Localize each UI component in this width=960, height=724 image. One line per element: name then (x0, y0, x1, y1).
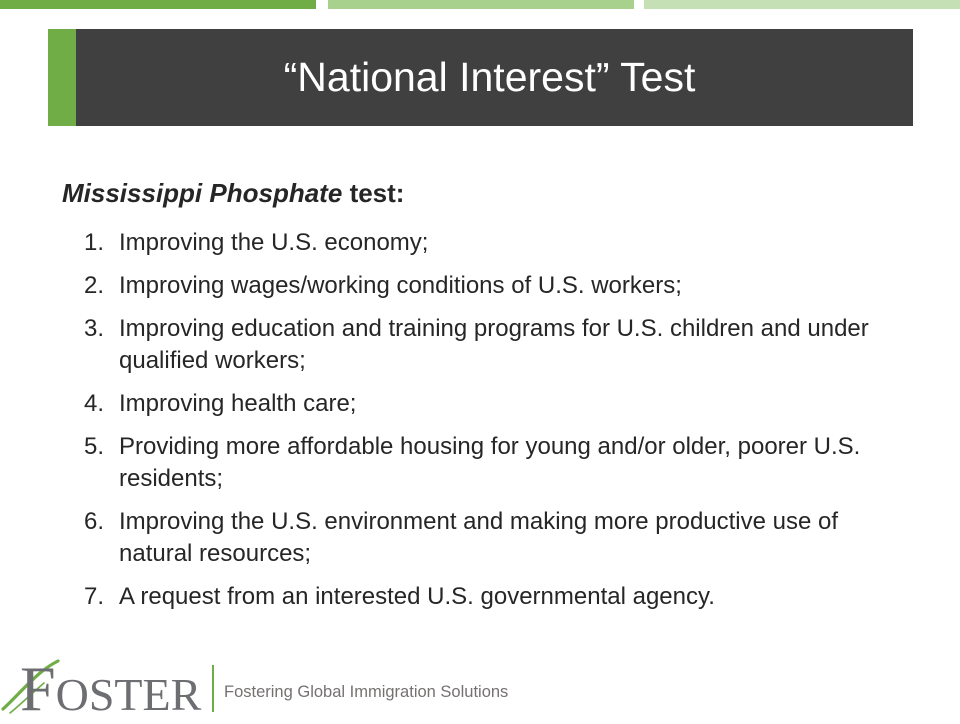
list-item-text: Improving the U.S. economy; (119, 229, 429, 256)
list-item-text: Improving the U.S. environment and making more productive use of natural resources; (119, 508, 839, 567)
list-item (84, 313, 900, 377)
logo-wordmark: FOSTER (20, 653, 202, 724)
title-accent-strip (48, 29, 76, 126)
criteria-list (84, 227, 900, 624)
list-item-number: 2. (84, 272, 105, 299)
list-item-number: 3. (84, 315, 105, 342)
logo-tagline: Fostering Global Immigration Solutions (224, 683, 509, 701)
foster-logo (0, 653, 205, 724)
list-item-number: 4. (84, 390, 105, 417)
top-accent-bar-1 (0, 0, 316, 9)
list-item-text: A request from an interested U.S. governmental agency. (119, 583, 715, 610)
top-accent-bar-2 (328, 0, 634, 9)
list-item (84, 581, 900, 613)
list-item-number: 6. (84, 508, 105, 535)
list-item (84, 270, 900, 302)
heading-suffix: test: (349, 178, 405, 208)
slide-title: “National Interest” Test (283, 54, 696, 100)
list-item (84, 388, 900, 420)
list-item-number: 1. (84, 229, 105, 256)
logo-divider (212, 665, 214, 712)
list-item-text: Improving health care; (119, 390, 357, 417)
list-item-number: 7. (84, 583, 105, 610)
list-item (84, 506, 900, 570)
list-item-text: Improving education and training programs for U.S. children and under qualified workers; (119, 315, 869, 374)
list-item-number: 5. (84, 433, 105, 460)
section-heading (62, 176, 404, 210)
list-item (84, 227, 900, 259)
list-item-text: Improving wages/working conditions of U.S. workers; (119, 272, 682, 299)
title-bar (48, 29, 913, 126)
list-item-text: Providing more affordable housing for young and/or older, poorer U.S. residents; (119, 433, 861, 492)
heading-case-name: Mississippi Phosphate (62, 178, 343, 208)
list-item (84, 431, 900, 495)
top-accent-bar-3 (644, 0, 960, 9)
